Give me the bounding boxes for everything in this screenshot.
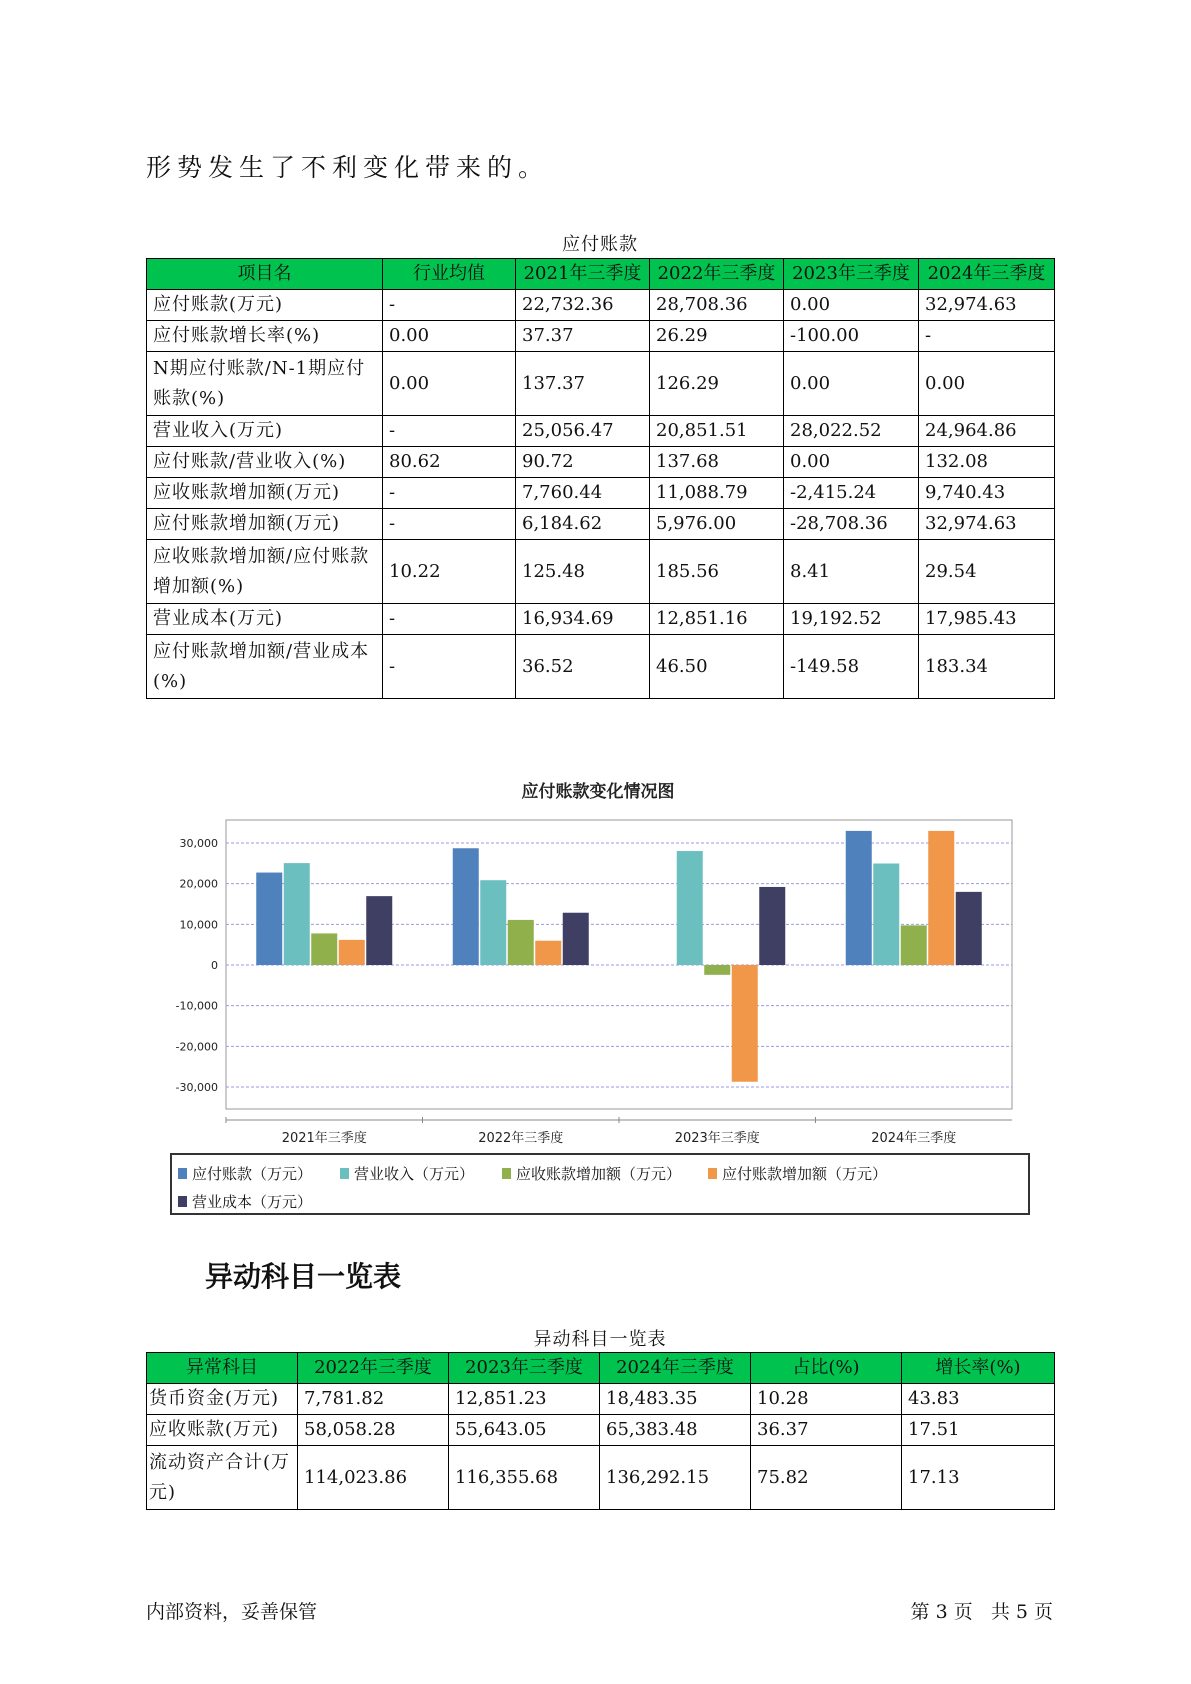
bar: [928, 831, 954, 965]
legend-item: [178, 1163, 312, 1184]
cell: -: [383, 635, 516, 699]
legend-item: [502, 1163, 681, 1184]
table-row: [147, 1446, 1055, 1510]
bar: [453, 848, 479, 965]
row-label: 应付账款(万元): [147, 290, 383, 321]
col-header: 2021年三季度: [516, 259, 650, 290]
bar: [311, 933, 337, 965]
cell: 37.37: [516, 321, 650, 352]
col-header: 占比(%): [751, 1353, 902, 1384]
legend-swatch: [708, 1168, 717, 1179]
col-header: 行业均值: [383, 259, 516, 290]
table-header-row: [147, 259, 1055, 290]
table-row: [147, 1415, 1055, 1446]
cell: 18,483.35: [600, 1384, 751, 1415]
y-tick-label: 30,000: [179, 837, 218, 850]
cell: 125.48: [516, 540, 650, 604]
col-header: 2022年三季度: [650, 259, 784, 290]
row-label: 应付账款/营业收入(%): [147, 447, 383, 478]
x-tick-label: 2024年三季度: [871, 1131, 957, 1146]
bar: [508, 920, 534, 965]
cell: 32,974.63: [919, 509, 1055, 540]
col-header: 增长率(%): [902, 1353, 1055, 1384]
bar: [901, 925, 927, 965]
table-row: [147, 604, 1055, 635]
cell: 137.37: [516, 352, 650, 416]
bar: [873, 863, 899, 965]
cell: 28,708.36: [650, 290, 784, 321]
cell: 17,985.43: [919, 604, 1055, 635]
chart-legend: [170, 1153, 1030, 1215]
row-label: 应收账款增加额(万元): [147, 478, 383, 509]
table-row: [147, 478, 1055, 509]
legend-item: [340, 1163, 474, 1184]
row-label: 应付账款增加额(万元): [147, 509, 383, 540]
cell: 185.56: [650, 540, 784, 604]
cell: 0.00: [784, 352, 919, 416]
row-label: 应付账款增加额/营业成本(%): [147, 635, 383, 699]
row-label: 货币资金(万元): [147, 1384, 298, 1415]
bar: [339, 940, 365, 965]
cell: 19,192.52: [784, 604, 919, 635]
cell: 10.28: [751, 1384, 902, 1415]
bar: [256, 873, 282, 965]
legend-label: 营业成本（万元）: [192, 1193, 313, 1211]
cell: 5,976.00: [650, 509, 784, 540]
col-header: 2024年三季度: [919, 259, 1055, 290]
cell: 10.22: [383, 540, 516, 604]
cell: 55,643.05: [449, 1415, 600, 1446]
cell: 22,732.36: [516, 290, 650, 321]
cell: 183.34: [919, 635, 1055, 699]
col-header: 2024年三季度: [600, 1353, 751, 1384]
legend-swatch: [178, 1168, 187, 1179]
y-tick-label: -20,000: [175, 1040, 218, 1054]
cell: 65,383.48: [600, 1415, 751, 1446]
anomaly-table: [146, 1352, 1055, 1510]
legend-label: 营业收入（万元）: [354, 1165, 475, 1183]
section-title: 异动科目一览表: [205, 1260, 402, 1293]
cell: 17.51: [902, 1415, 1055, 1446]
cell: -: [383, 604, 516, 635]
y-tick-label: 0: [211, 959, 218, 972]
y-tick-label: -10,000: [175, 999, 218, 1013]
table-row: [147, 290, 1055, 321]
cell: -149.58: [784, 635, 919, 699]
cell: 9,740.43: [919, 478, 1055, 509]
cell: 12,851.16: [650, 604, 784, 635]
cell: 126.29: [650, 352, 784, 416]
cell: -: [919, 321, 1055, 352]
legend-swatch: [340, 1168, 349, 1179]
row-label: 应收账款增加额/应付账款增加额(%): [147, 540, 383, 604]
bar: [956, 892, 982, 965]
row-label: 营业收入(万元): [147, 416, 383, 447]
footer-page-number: 第 3 页 共 5 页: [910, 1601, 1053, 1623]
cell: 24,964.86: [919, 416, 1055, 447]
cell: 116,355.68: [449, 1446, 600, 1510]
table-header-row: [147, 1353, 1055, 1384]
legend-label: 应付账款增加额（万元）: [722, 1165, 888, 1183]
x-tick-label: 2022年三季度: [478, 1131, 564, 1146]
cell: 114,023.86: [298, 1446, 449, 1510]
x-tick-label: 2023年三季度: [674, 1131, 760, 1146]
cell: 32,974.63: [919, 290, 1055, 321]
cell: 137.68: [650, 447, 784, 478]
cell: 0.00: [383, 321, 516, 352]
bar: [846, 831, 872, 965]
table-row: [147, 416, 1055, 447]
table-row: [147, 1384, 1055, 1415]
bar: [480, 880, 506, 965]
cell: -28,708.36: [784, 509, 919, 540]
col-header: 2022年三季度: [298, 1353, 449, 1384]
cell: 58,058.28: [298, 1415, 449, 1446]
cell: 26.29: [650, 321, 784, 352]
cell: -: [383, 478, 516, 509]
cell: 12,851.23: [449, 1384, 600, 1415]
cell: 16,934.69: [516, 604, 650, 635]
legend-item: [708, 1163, 887, 1184]
cell: 6,184.62: [516, 509, 650, 540]
cell: -: [383, 290, 516, 321]
legend-item: [178, 1191, 312, 1212]
cell: 7,760.44: [516, 478, 650, 509]
chart-title: 应付账款变化情况图: [521, 782, 675, 802]
cell: -: [383, 509, 516, 540]
table-row: [147, 540, 1055, 604]
bar: [563, 913, 589, 965]
bar: [759, 887, 785, 965]
table-row: [147, 352, 1055, 416]
cell: 36.37: [751, 1415, 902, 1446]
cell: 0.00: [919, 352, 1055, 416]
cell: 43.83: [902, 1384, 1055, 1415]
bar: [366, 896, 392, 965]
cell: 28,022.52: [784, 416, 919, 447]
col-header: 异常科目: [147, 1353, 298, 1384]
bar: [284, 863, 310, 965]
cell: 46.50: [650, 635, 784, 699]
bar: [535, 941, 561, 965]
cell: 11,088.79: [650, 478, 784, 509]
col-header: 2023年三季度: [784, 259, 919, 290]
cell: 20,851.51: [650, 416, 784, 447]
bar: [704, 965, 730, 975]
cell: 25,056.47: [516, 416, 650, 447]
row-label: 流动资产合计(万元): [147, 1446, 298, 1510]
y-tick-label: 10,000: [179, 918, 218, 932]
table-row: [147, 509, 1055, 540]
y-tick-label: -30,000: [175, 1081, 218, 1094]
row-label: N期应付账款/N-1期应付账款(%): [147, 352, 383, 416]
cell: 36.52: [516, 635, 650, 699]
cell: 75.82: [751, 1446, 902, 1510]
y-tick-label: 20,000: [179, 877, 218, 891]
table-row: [147, 635, 1055, 699]
intro-paragraph: 形势发生了不利变化带来的。: [146, 153, 550, 182]
table-row: [147, 447, 1055, 478]
col-header: 2023年三季度: [449, 1353, 600, 1384]
cell: 0.00: [383, 352, 516, 416]
legend-label: 应收账款增加额（万元）: [516, 1165, 682, 1183]
cell: 0.00: [784, 447, 919, 478]
cell: 90.72: [516, 447, 650, 478]
bar: [677, 851, 703, 965]
payables-table: [146, 258, 1055, 699]
cell: 132.08: [919, 447, 1055, 478]
cell: 136,292.15: [600, 1446, 751, 1510]
table-row: [147, 321, 1055, 352]
bar: [732, 965, 758, 1082]
legend-swatch: [502, 1168, 511, 1179]
row-label: 营业成本(万元): [147, 604, 383, 635]
cell: 7,781.82: [298, 1384, 449, 1415]
cell: -100.00: [784, 321, 919, 352]
row-label: 应付账款增长率(%): [147, 321, 383, 352]
cell: 17.13: [902, 1446, 1055, 1510]
cell: -: [383, 416, 516, 447]
cell: 0.00: [784, 290, 919, 321]
table1-caption: 应付账款: [562, 234, 638, 255]
table2-caption: 异动科目一览表: [533, 1329, 667, 1350]
col-header: 项目名: [147, 259, 383, 290]
legend-label: 应付账款（万元）: [192, 1165, 313, 1183]
cell: 8.41: [784, 540, 919, 604]
cell: 80.62: [383, 447, 516, 478]
footer-confidential-note: 内部资料，妥善保管: [146, 1601, 318, 1623]
cell: 29.54: [919, 540, 1055, 604]
row-label: 应收账款(万元): [147, 1415, 298, 1446]
cell: -2,415.24: [784, 478, 919, 509]
legend-swatch: [178, 1196, 187, 1207]
x-tick-label: 2021年三季度: [281, 1131, 367, 1146]
